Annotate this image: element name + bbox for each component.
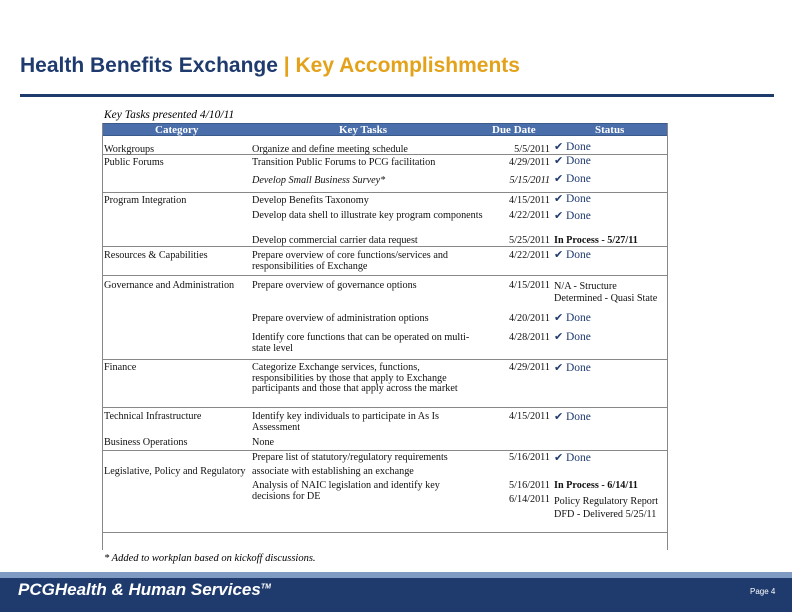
table-row xyxy=(102,234,668,247)
table-row xyxy=(102,330,668,360)
row-due: 4/29/2011 xyxy=(509,362,550,373)
row-due: 4/15/2011 xyxy=(509,411,550,422)
row-task: Develop Benefits Taxonomy xyxy=(252,195,369,206)
title-main: Health Benefits Exchange xyxy=(20,54,278,77)
row-category: Public Forums xyxy=(104,157,164,168)
title-sub: Key Accomplishments xyxy=(295,54,520,77)
row-category: Workgroups xyxy=(104,144,155,155)
row-due: 4/22/2011 xyxy=(509,210,550,221)
column-header-due: Due Date xyxy=(492,124,536,136)
row-task: Develop Small Business Survey* xyxy=(252,175,386,186)
check-icon: ✔ xyxy=(554,249,564,261)
table-row xyxy=(102,247,668,276)
row-task: Prepare list of statutory/regulatory requirements xyxy=(252,452,448,463)
row-status: Done xyxy=(566,411,591,423)
row-status: Done xyxy=(566,193,591,205)
logo-text: PCGHealth & Human Services xyxy=(18,580,261,599)
row-due: 5/5/2011 xyxy=(514,144,550,155)
title-separator: | xyxy=(283,54,290,77)
table-row xyxy=(102,360,668,408)
row-category: Legislative, Policy and Regulatory xyxy=(104,466,246,477)
table-row xyxy=(102,136,668,155)
row-category: Technical Infrastructure xyxy=(104,411,202,422)
check-icon: ✔ xyxy=(554,210,564,222)
table-row xyxy=(102,173,668,193)
table-row xyxy=(102,310,668,330)
row-status: Done xyxy=(566,452,591,464)
row-task: Prepare overview of core functions/services and responsibilities of Exchange xyxy=(252,250,449,272)
trademark: TM xyxy=(260,583,271,591)
table-row xyxy=(102,451,668,465)
row-category: Resources & Capabilities xyxy=(104,250,208,261)
row-task: None xyxy=(252,437,275,448)
footnote: * Added to workplan based on kickoff discussions. xyxy=(104,553,316,564)
row-due: 5/25/2011 xyxy=(509,235,550,246)
row-task: Develop commercial carrier data request xyxy=(252,235,418,246)
row-category: Business Operations xyxy=(104,437,188,448)
row-task: Transition Public Forums to PCG facilitation xyxy=(252,157,436,168)
row-status: Done xyxy=(566,210,591,222)
row-status: Done xyxy=(566,173,591,185)
row-category: Governance and Administration xyxy=(104,280,235,291)
row-task: Develop data shell to illustrate key program components xyxy=(252,210,483,221)
check-icon: ✔ xyxy=(554,411,564,423)
row-status: Done xyxy=(566,249,591,261)
column-header-category: Category xyxy=(155,124,199,136)
row-due: 4/22/2011 xyxy=(509,250,550,261)
row-task: associate with establishing an exchange xyxy=(252,466,414,477)
table-row xyxy=(102,437,668,451)
table-border-right xyxy=(667,123,668,550)
row-due: 4/29/2011 xyxy=(509,157,550,168)
check-icon: ✔ xyxy=(554,312,564,324)
page-title xyxy=(20,54,780,84)
check-icon: ✔ xyxy=(554,452,564,464)
check-icon: ✔ xyxy=(554,155,564,167)
row-due: 6/14/2011 xyxy=(509,494,550,505)
table-row xyxy=(102,193,668,208)
check-icon: ✔ xyxy=(554,141,564,153)
row-status: Done xyxy=(566,312,591,324)
check-icon: ✔ xyxy=(554,331,564,343)
table-row xyxy=(102,276,668,310)
row-due: 4/15/2011 xyxy=(509,280,550,291)
row-task: Categorize Exchange services, functions, responsibilities by those that apply to Exchange participants and those that apply across the market xyxy=(252,362,458,394)
row-due: 5/15/2011 xyxy=(509,175,550,186)
row-task: Organize and define meeting schedule xyxy=(252,144,408,155)
row-due: 4/15/2011 xyxy=(509,195,550,206)
column-header-tasks: Key Tasks xyxy=(339,124,387,136)
row-due: 5/16/2011 xyxy=(509,452,550,463)
check-icon: ✔ xyxy=(554,362,564,374)
row-task: Prepare overview of administration options xyxy=(252,313,429,324)
row-task: Analysis of NAIC legislation and identify key decisions for DE xyxy=(252,480,440,502)
table-row xyxy=(102,208,668,234)
footer-accent xyxy=(0,572,792,578)
row-status: Policy Regulatory Report DFD - Delivered 5/25/11 xyxy=(554,496,659,520)
row-status: N/A - Structure Determined - Quasi State xyxy=(554,281,658,304)
row-status: In Process - 6/14/11 xyxy=(554,480,638,491)
row-task: Identify core functions that can be operated on multi-state level xyxy=(252,332,470,354)
table-header-row xyxy=(102,123,668,136)
check-icon: ✔ xyxy=(554,173,564,185)
key-tasks-table xyxy=(102,123,668,533)
table-border-left xyxy=(102,123,103,550)
table-caption: Key Tasks presented 4/10/11 xyxy=(104,109,235,121)
table-row xyxy=(102,408,668,437)
page-number: Page 4 xyxy=(750,587,776,596)
row-status: Done xyxy=(566,155,591,167)
table-row xyxy=(102,155,668,173)
table-row xyxy=(102,465,668,479)
table-row xyxy=(102,493,668,533)
company-logo xyxy=(18,580,271,600)
row-status: Done xyxy=(566,362,591,374)
row-due: 5/16/2011 xyxy=(509,480,550,491)
title-divider xyxy=(20,94,774,97)
row-status: In Process - 5/27/11 xyxy=(554,235,638,246)
check-icon: ✔ xyxy=(554,193,564,205)
row-task: Prepare overview of governance options xyxy=(252,280,417,291)
row-status: Done xyxy=(566,141,591,153)
row-task: Identify key individuals to participate in As Is Assessment xyxy=(252,411,440,433)
row-due: 4/28/2011 xyxy=(509,332,550,343)
row-category: Program Integration xyxy=(104,195,187,206)
row-category: Finance xyxy=(104,362,137,373)
row-status: Done xyxy=(566,331,591,343)
column-header-status: Status xyxy=(595,124,625,136)
row-due: 4/20/2011 xyxy=(509,313,550,324)
